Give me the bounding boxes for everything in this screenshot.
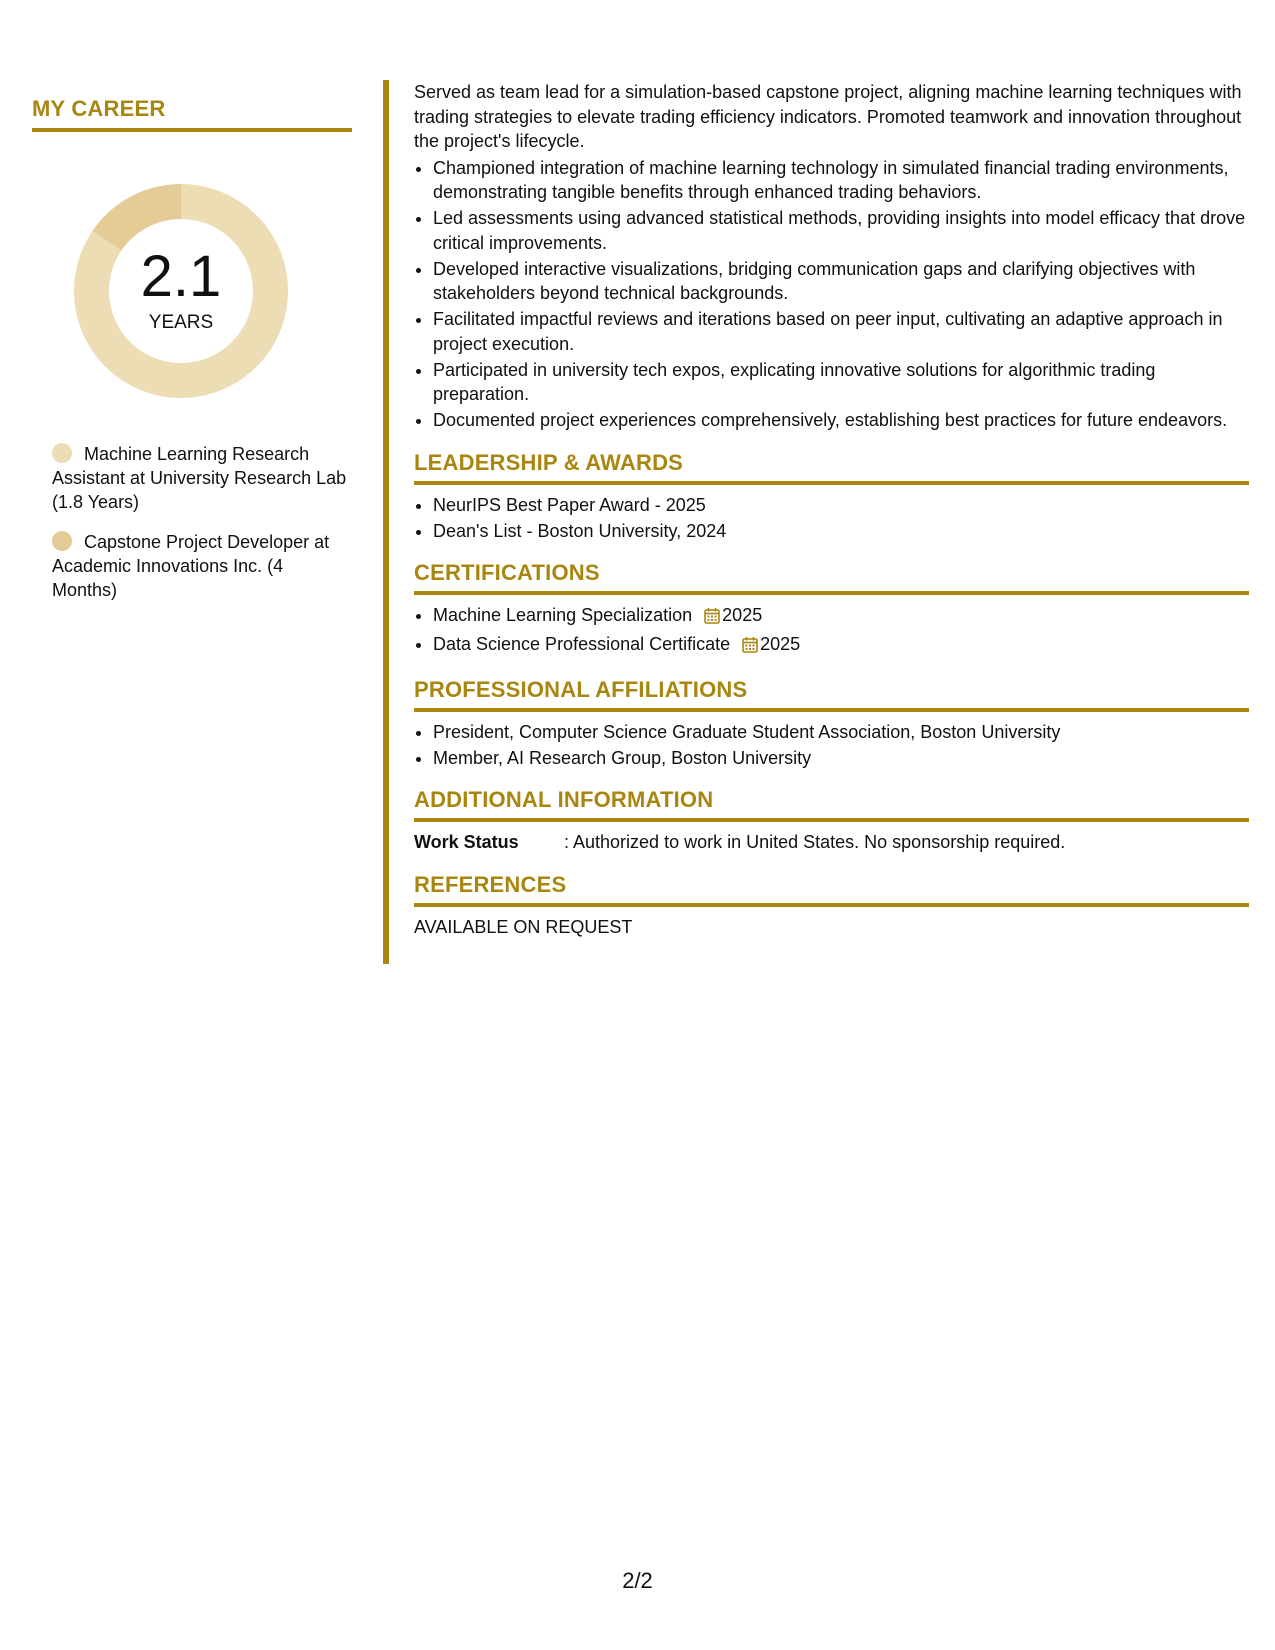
total-years-unit: YEARS — [148, 312, 214, 333]
experience-bullet: • Championed integration of machine learning technology in simulated financial trading environments, demonstrating tangible benefits through enhanced trading behaviors. — [433, 156, 1249, 205]
experience-bullet: • Participated in university tech expos, explicating innovative solutions for algorithmic trading preparation. — [433, 358, 1249, 407]
leadership-item: • Dean's List - Boston University, 2024 — [433, 519, 1249, 544]
certifications-title: CERTIFICATIONS — [414, 559, 1249, 595]
affiliations-list — [414, 720, 1249, 771]
references-text: AVAILABLE ON REQUEST — [414, 916, 633, 937]
certification-item — [433, 603, 1249, 631]
career-donut-chart — [66, 176, 296, 406]
leadership-title: LEADERSHIP & AWARDS — [414, 449, 1249, 485]
experience-bullet: • Documented project experiences comprehensively, establishing best practices for future endeavors. — [433, 408, 1249, 433]
certification-year: 2025 — [760, 634, 801, 654]
experience-bullet: • Developed interactive visualizations, bridging communication gaps and clarifying objectives with stakeholders beyond technical backgrounds. — [433, 257, 1249, 306]
references-title: REFERENCES — [414, 871, 1249, 907]
legend-label-capstone: Capstone Project Developer at Academic Innovations Inc. (4 Months) — [52, 532, 330, 600]
experience-bullets — [414, 156, 1249, 433]
page-number: 2/2 — [622, 1568, 653, 1593]
affiliation-item: • Member, AI Research Group, Boston University — [433, 746, 1249, 771]
main-content — [414, 80, 1249, 939]
work-status-value: : Authorized to work in United States. No sponsorship required. — [564, 832, 1066, 852]
affiliation-item: • President, Computer Science Graduate Student Association, Boston University — [433, 720, 1249, 745]
career-legend — [32, 442, 352, 602]
total-years-value: 2.1 — [140, 244, 222, 309]
legend-dot-capstone — [52, 531, 72, 551]
work-status-label: Work Status — [414, 832, 519, 852]
calendar-icon — [704, 606, 720, 631]
experience-intro: Served as team lead for a simulation-based capstone project, aligning machine learning techniques with trading strategies to elevate trading efficiency indicators. Promoted teamwork and innovation throughout the project's lifecycle. — [414, 82, 1242, 151]
certifications-list — [414, 603, 1249, 660]
career-sidebar — [32, 96, 352, 618]
career-title: MY CAREER — [32, 96, 352, 132]
certification-name: Data Science Professional Certificate — [433, 634, 731, 654]
column-divider — [383, 80, 389, 964]
affiliations-title: PROFESSIONAL AFFILIATIONS — [414, 676, 1249, 712]
leadership-item: • NeurIPS Best Paper Award - 2025 — [433, 493, 1249, 518]
certification-name: Machine Learning Specialization — [433, 605, 693, 625]
legend-item — [52, 530, 352, 602]
experience-bullet: • Facilitated impactful reviews and iterations based on peer input, cultivating an adaptive approach in project execution. — [433, 307, 1249, 356]
certification-year: 2025 — [722, 605, 763, 625]
experience-bullet: • Led assessments using advanced statistical methods, providing insights into model efficacy that drove critical improvements. — [433, 206, 1249, 255]
legend-dot-ml-research — [52, 443, 72, 463]
legend-item — [52, 442, 352, 514]
additional-info-title: ADDITIONAL INFORMATION — [414, 786, 1249, 822]
donut-center — [66, 176, 296, 406]
calendar-icon — [742, 635, 758, 660]
certification-item — [433, 632, 1249, 660]
legend-label-ml-research: Machine Learning Research Assistant at University Research Lab (1.8 Years) — [52, 444, 347, 512]
work-status-row — [414, 830, 1249, 855]
leadership-list — [414, 493, 1249, 544]
